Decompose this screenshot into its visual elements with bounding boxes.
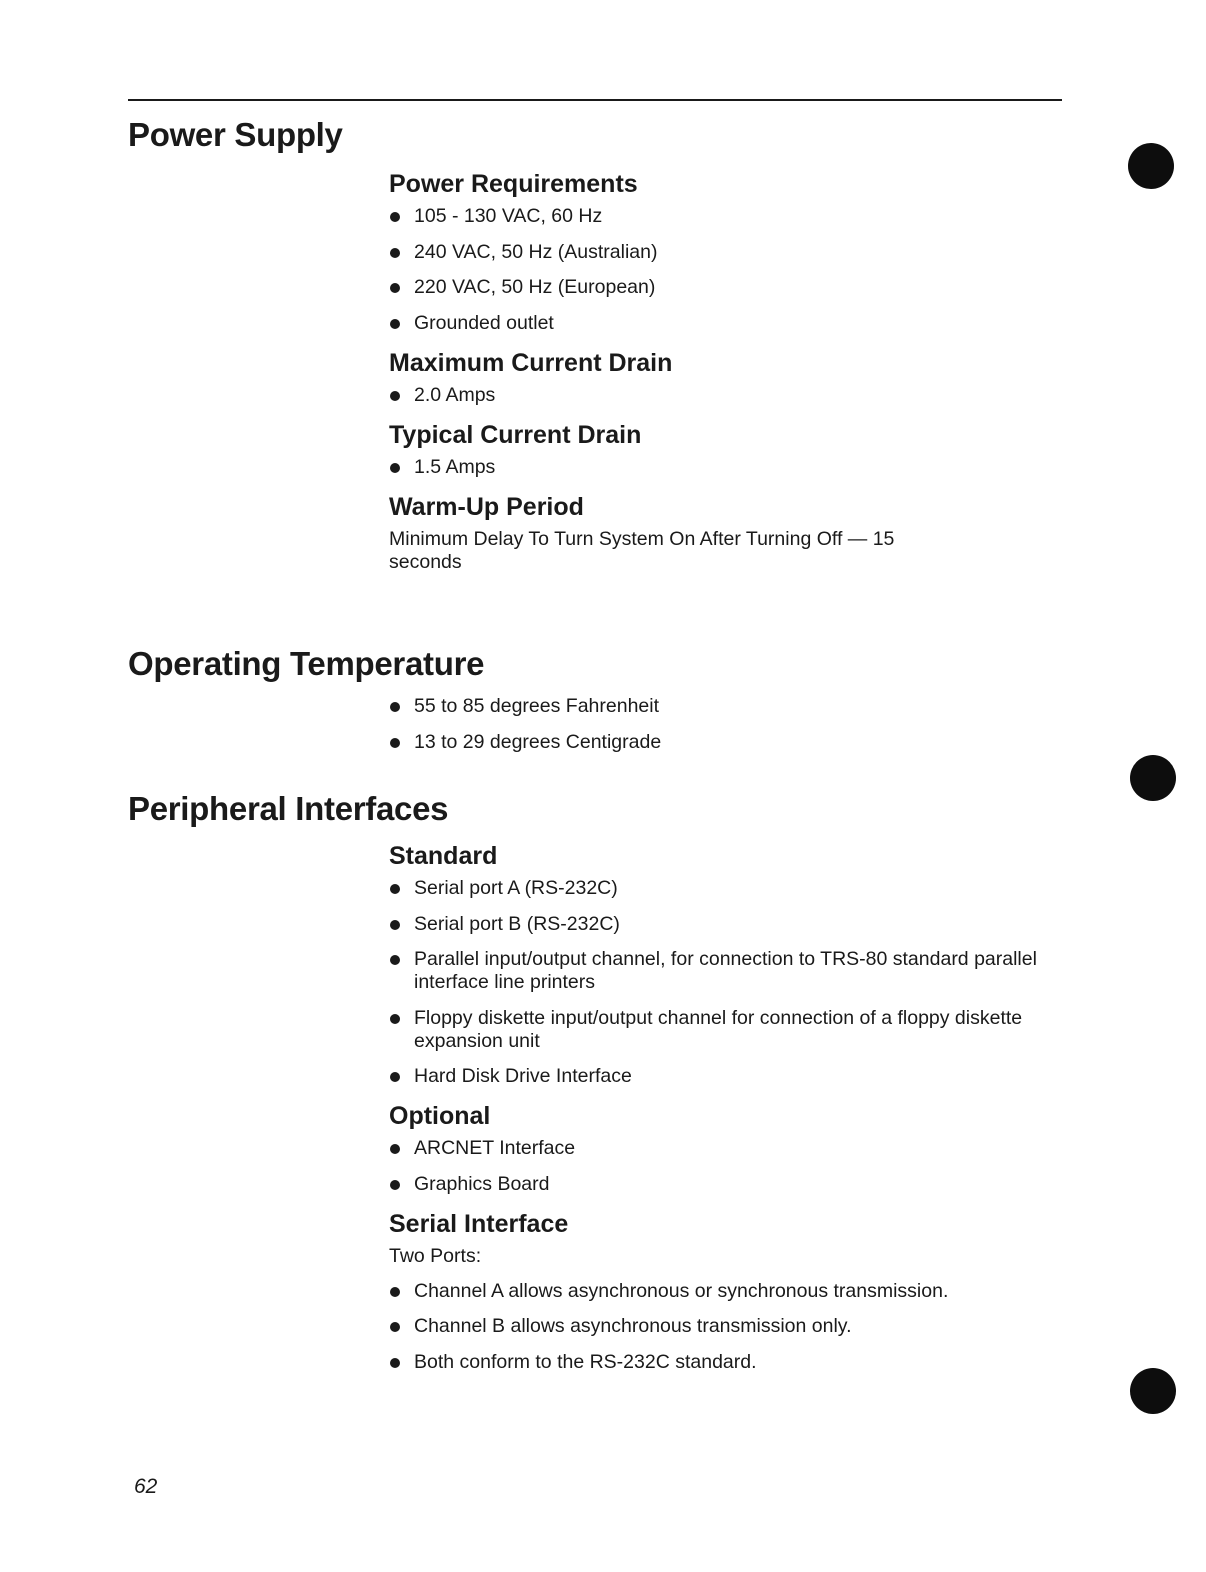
max-current-section xyxy=(389,349,1069,407)
serial-interface-section xyxy=(389,1210,1069,1374)
operating-temperature-content xyxy=(389,695,1069,766)
serial-interface-list xyxy=(389,1280,1069,1374)
power-requirements-list xyxy=(389,205,1069,335)
subheading-optional: Optional xyxy=(389,1102,491,1130)
list-item: Grounded outlet xyxy=(389,312,1069,335)
optional-section xyxy=(389,1102,1069,1196)
bullet-icon xyxy=(390,920,400,930)
list-item: Floppy diskette input/output channel for connection of a floppy diskette expansion unit xyxy=(389,1007,1069,1053)
list-item: Serial port A (RS-232C) xyxy=(389,877,1069,900)
bullet-icon xyxy=(390,248,400,258)
subheading-typical-current: Typical Current Drain xyxy=(389,420,642,449)
list-item: 105 - 130 VAC, 60 Hz xyxy=(389,205,1069,228)
bullet-icon xyxy=(390,955,400,965)
bullet-icon xyxy=(390,884,400,894)
bullet-icon xyxy=(390,1180,400,1190)
list-item: Both conform to the RS-232C standard. xyxy=(389,1351,1069,1374)
list-item: Hard Disk Drive Interface xyxy=(389,1065,1069,1088)
section-title-power-supply: Power Supply xyxy=(128,116,343,153)
max-current-list xyxy=(389,384,1069,407)
typical-current-list xyxy=(389,456,1069,479)
bullet-icon xyxy=(390,1072,400,1082)
top-rule xyxy=(128,99,1062,101)
list-item: Channel A allows asynchronous or synchronous transmission. xyxy=(389,1280,1069,1303)
bullet-icon xyxy=(390,463,400,473)
subheading-power-requirements: Power Requirements xyxy=(389,170,638,198)
optional-list xyxy=(389,1137,1069,1196)
typical-current-section xyxy=(389,421,1069,479)
list-item: 220 VAC, 50 Hz (European) xyxy=(389,276,1069,299)
bullet-icon xyxy=(390,212,400,222)
bullet-icon xyxy=(390,319,400,329)
bullet-icon xyxy=(390,1144,400,1154)
list-item: Graphics Board xyxy=(389,1173,1069,1196)
power-requirements-section xyxy=(389,170,1069,335)
list-item: 55 to 85 degrees Fahrenheit xyxy=(389,695,1069,718)
section-title-operating-temperature: Operating Temperature xyxy=(128,645,485,682)
list-item: 240 VAC, 50 Hz (Australian) xyxy=(389,241,1069,264)
subheading-warm-up: Warm-Up Period xyxy=(389,492,584,521)
bullet-icon xyxy=(390,391,400,401)
bullet-icon xyxy=(390,283,400,293)
punch-hole-icon xyxy=(1128,143,1174,189)
punch-hole-icon xyxy=(1130,755,1176,801)
power-supply-content xyxy=(389,170,1069,588)
subheading-max-current: Maximum Current Drain xyxy=(389,348,673,377)
section-title-peripheral-interfaces: Peripheral Interfaces xyxy=(128,790,449,827)
warm-up-section xyxy=(389,493,1069,574)
list-item: Channel B allows asynchronous transmission only. xyxy=(389,1315,1069,1338)
peripheral-interfaces-content xyxy=(389,842,1069,1388)
list-item: 1.5 Amps xyxy=(389,456,1069,479)
bullet-icon xyxy=(390,1358,400,1368)
page-number: 62 xyxy=(134,1475,158,1498)
subheading-standard: Standard xyxy=(389,842,498,870)
standard-section xyxy=(389,842,1069,1088)
standard-list xyxy=(389,877,1069,1088)
punch-hole-icon xyxy=(1130,1368,1176,1414)
bullet-icon xyxy=(390,1014,400,1024)
list-item: Serial port B (RS-232C) xyxy=(389,913,1069,936)
list-item: Parallel input/output channel, for connection to TRS-80 standard parallel interface line printers xyxy=(389,948,1069,994)
temperature-list xyxy=(389,695,1069,754)
subheading-serial-interface: Serial Interface xyxy=(389,1209,569,1238)
warm-up-text: Minimum Delay To Turn System On After Turning Off — 15 seconds xyxy=(389,527,895,573)
bullet-icon xyxy=(390,738,400,748)
serial-interface-intro: Two Ports: xyxy=(389,1244,482,1267)
bullet-icon xyxy=(390,1322,400,1332)
bullet-icon xyxy=(390,702,400,712)
bullet-icon xyxy=(390,1287,400,1297)
list-item: ARCNET Interface xyxy=(389,1137,1069,1160)
list-item: 13 to 29 degrees Centigrade xyxy=(389,731,1069,754)
list-item: 2.0 Amps xyxy=(389,384,1069,407)
